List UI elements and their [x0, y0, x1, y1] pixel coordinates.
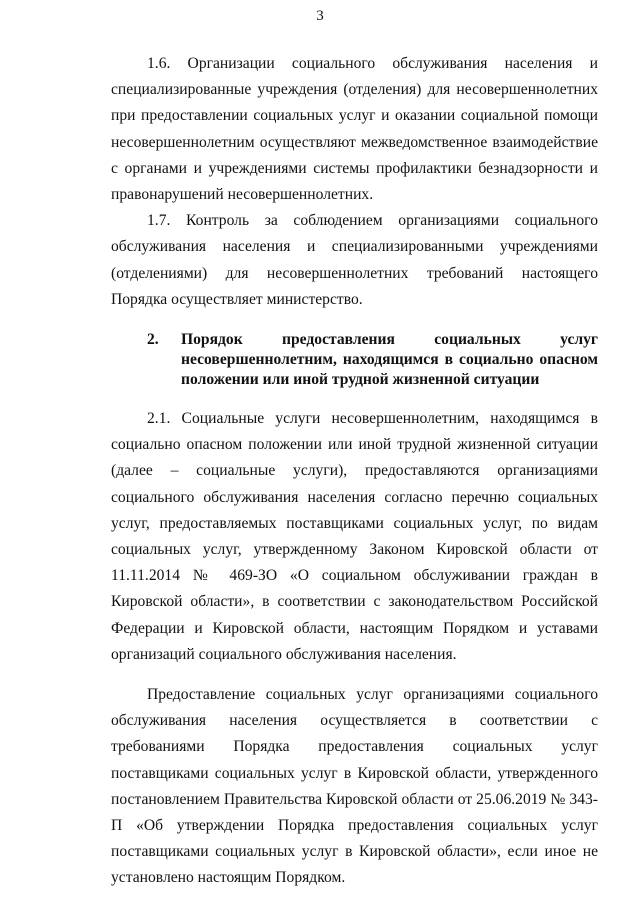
section-title: Порядок предоставления социальных услуг несовершеннолетним, находящимся в социально опасном положении или иной трудной жизненной ситуации	[181, 331, 598, 389]
paragraph-1-6: 1.6. Организации социального обслуживания населения и специализированные учреждения (отделения) для несовершеннолетних при предоставлении социальных услуг и оказании социальной помощи несовершеннолетним осуществляют межведомственное взаимодействие с органами и учреждениями системы профилактики безнадзорности и правонарушений несовершеннолетних.	[111, 55, 598, 204]
section-heading	[111, 330, 598, 390]
page-number: 3	[316, 8, 324, 24]
section-number: 2.	[147, 331, 159, 349]
paragraph-provision: Предоставление социальных услуг организациями социального обслуживания населения осуществляется в соответствии с требованиями Порядка предоставления социальных услуг поставщиками социальных услуг в Кировской области, утвержденного постановлением Правительства Кировской области от 25.06.2019 № 343-П «Об утверждении Порядка предоставления социальных услуг поставщиками социальных услуг в Кировской области», если иное не установлено настоящим Порядком.	[111, 686, 598, 887]
document-body	[111, 51, 598, 892]
paragraph-2-1: 2.1. Социальные услуги несовершеннолетним, находящимся в социально опасном положении или иной трудной жизненной ситуации (далее – социальные услуги), предоставляются организациями социального обслуживания населения согласно перечню социальных услуг, предоставляемых поставщиками социальных услуг, по видам социальных услуг, утвержденному Законом Кировской области от 11.11.2014 № 469-ЗО «О социальном обслуживании граждан в Кировской области», в соответствии с законодательством Российской Федерации и Кировской области, настоящим Порядком и уставами организаций социального обслуживания населения.	[111, 410, 598, 663]
paragraph-1-7: 1.7. Контроль за соблюдением организациями социального обслуживания населения и специализированными учреждениями (отделениями) для несовершеннолетних требований настоящего Порядка осуществляет министерство.	[111, 212, 598, 308]
